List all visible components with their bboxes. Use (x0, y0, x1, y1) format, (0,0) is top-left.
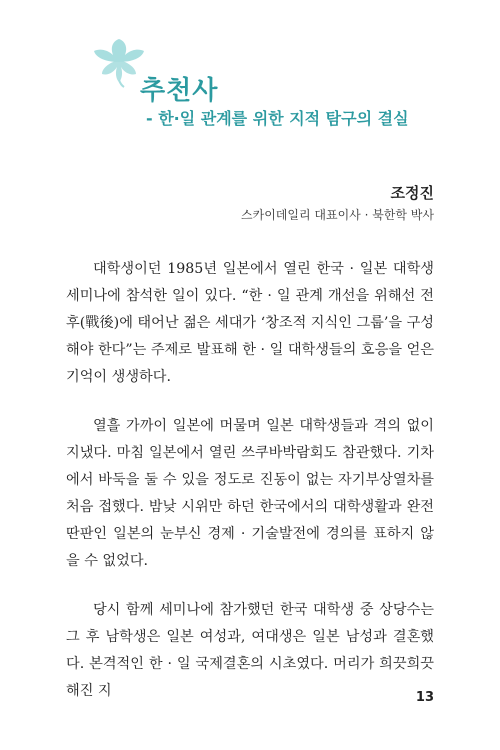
page-title: 추천사 (140, 76, 219, 106)
paragraph-3: 당시 함께 세미나에 참가했던 한국 대학생 중 상당수는 그 후 남학생은 일본 여성과, 여대생은 일본 남성과 결혼했다. 본격적인 한 · 일 국제결혼의 시초였다. 머리가 희끗희끗해진 지 (66, 602, 434, 699)
author-role: 스카이데일리 대표이사 · 북한학 박사 (241, 208, 434, 222)
page-subtitle: - 한·일 관계를 위한 지적 탐구의 결실 (146, 109, 409, 128)
page-number: 13 (415, 690, 434, 705)
paragraph-1: 대학생이던 1985년 일본에서 열린 한국 · 일본 대학생 세미나에 참석한 일이 있다. “한 · 일 관계 개선을 위해선 전후(戰後)에 태어난 젊은 세대가 ‘창조적 지식인 그룹’을 구성해야 한다”는 주제로 발표해 한 · 일 대학생들의 호응을 얻은 기억이 생생하다. (66, 261, 434, 385)
author-name: 조정진 (390, 184, 434, 202)
paragraph-2: 열흘 가까이 일본에 머물며 일본 대학생들과 격의 없이 지냈다. 마침 일본에서 열린 쓰쿠바박람회도 참관했다. 기차에서 바둑을 둘 수 있을 정도로 진동이 없는 자기부상열차를 처음 접했다. 밤낮 시위만 하던 한국에서의 대학생활과 완전 딴판인 일본의 눈부신 경제 · 기술발전에 경의를 표하지 않을 수 없었다. (66, 418, 434, 569)
body-text (66, 256, 434, 727)
